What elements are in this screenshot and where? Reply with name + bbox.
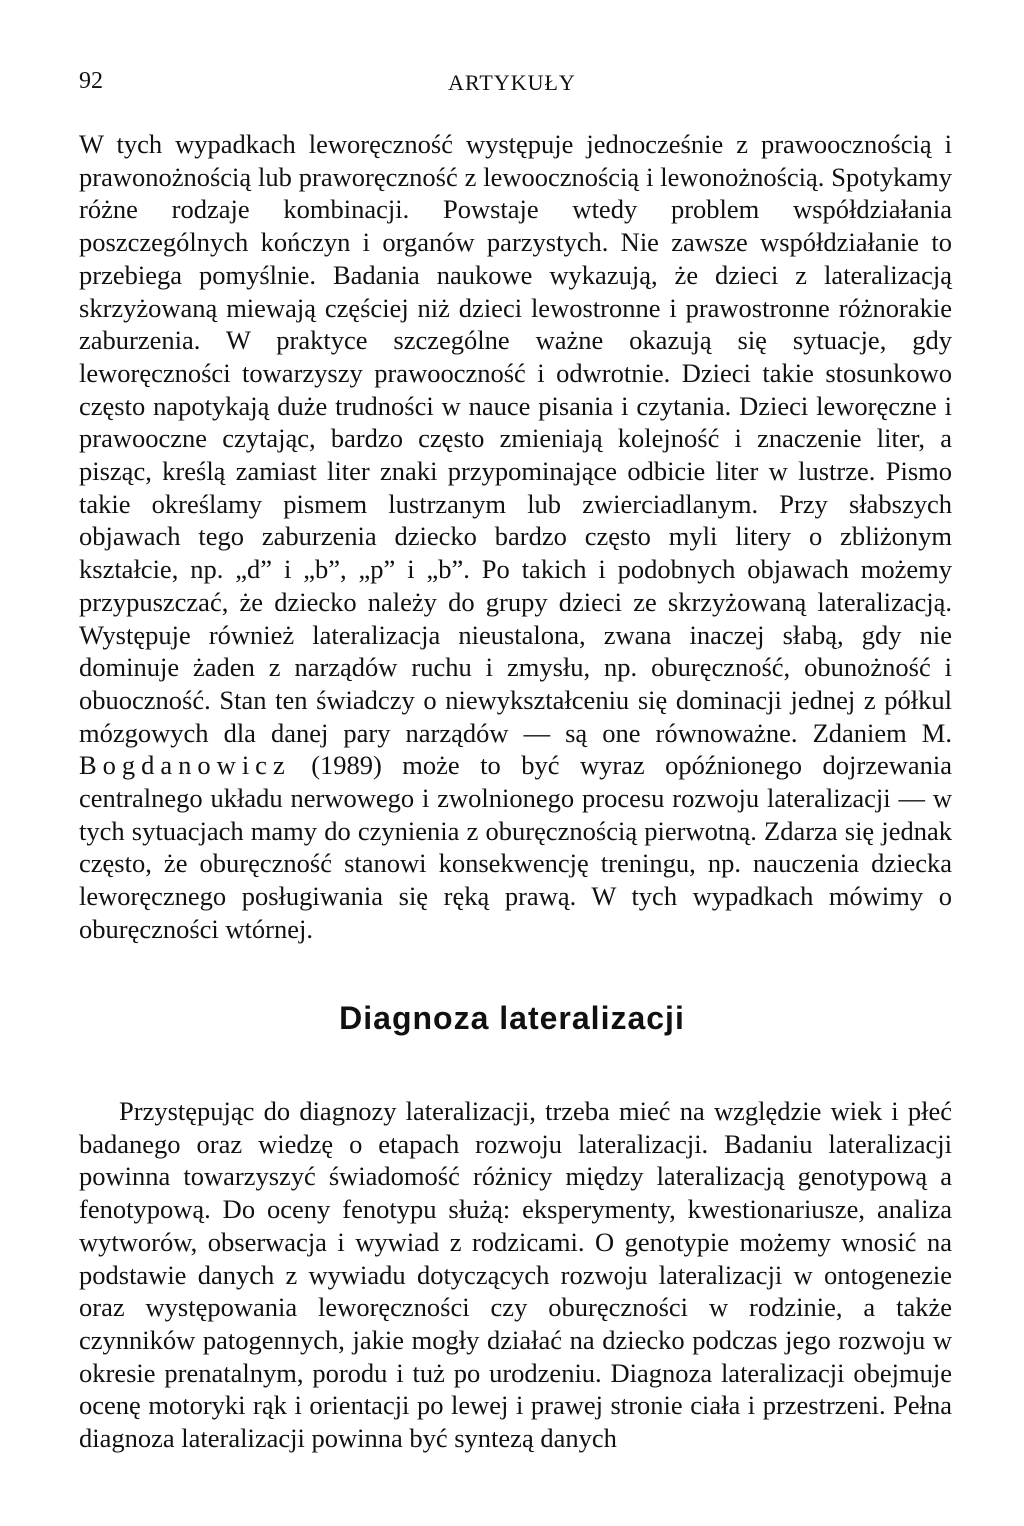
paragraph-1-text-b: (1989) może to być wyraz opóźnionego dojrzewania centralnego układu nerwowego i zwolnionego procesu rozwoju lateralizacji — w tych sytuacjach mamy do czynienia z oburęcznością pierwotną. Zdarza się jednak często, że oburęczność stanowi konsekwencję treningu, np. nauczenia dziecka leworęcznego posługiwania się ręką prawą. W tych wypadkach mówimy o oburęczności wtórnej. — [79, 750, 952, 944]
page-number: 92 — [79, 68, 103, 94]
section-heading: Diagnoza lateralizacji — [339, 1000, 685, 1036]
paragraph-1-text-a: W tych wypadkach leworęczność występuje jednocześnie z prawoocznością i prawonożnością lub praworęczność z lewoocznością i lewonożnością. Spotykamy różne rodzaje kombinacji. Powstaje wtedy problem współdziałania poszczególnych kończyn i organów parzystych. Nie zawsze współdziałanie to przebiega pomyślnie. Badania naukowe wykazują, że dzieci z lateralizacją skrzyżowaną miewają częściej niż dzieci lewostronne i prawostronne różnorakie zaburzenia. W praktyce szczególne ważne okazują się sytuacje, gdy leworęczności towarzyszy prawooczność i odwrotnie. Dzieci takie stosunkowo często napotykają duże trudności w nauce pisania i czytania. Dzieci leworęczne i prawooczne czytając, bardzo często zmieniają kolejność i znaczenie liter, a pisząc, kreślą zamiast liter znaki przypominające odbicie liter w lustrze. Pismo takie określamy pismem lustrzanym lub zwierciadlanym. Przy słabszych objawach tego zaburzenia dziecko bardzo często myli litery o zbliżonym kształcie, np. „d” i „b”, „p” i „b”. Po takich i podobnych objawach możemy przypuszczać, że dziecko należy do grupy dzieci ze skrzyżowaną lateralizacją. Występuje również lateralizacja nieustalona, zwana inaczej słabą, gdy nie dominuje żaden z narządów ruchu i zmysłu, np. oburęczność, obunożność i obuoczność. Stan ten świadczy o niewykształceniu się dominacji jednej z półkul mózgowych dla danej pary narządów — są one równoważne. Zdaniem M. — [79, 129, 952, 748]
body-paragraph-1 — [79, 128, 952, 946]
running-title: ARTYKUŁY — [448, 70, 576, 95]
body-paragraph-2: Przystępując do diagnozy lateralizacji, trzeba mieć na względzie wiek i płeć badanego oraz wiedzę o etapach rozwoju lateralizacji. Badaniu lateralizacji powinna towarzyszyć świadomość różnicy między lateralizacją genotypową a fenotypową. Do oceny fenotypu służą: eksperymenty, kwestionariusze, analiza wytworów, obserwacja i wywiad z rodzicami. O genotypie możemy wnosić na podstawie danych z wywiadu dotyczących rozwoju lateralizacji w ontogenezie oraz występowania leworęczności czy oburęczności w rodzinie, a także czynników patogennych, jakie mogły działać na dziecko podczas jego rozwoju w okresie prenatalnym, porodu i tuż po urodzeniu. Diagnoza lateralizacji obejmuje ocenę motoryki rąk i orientacji po lewej i prawej stronie ciała i przestrzeni. Pełna diagnoza lateralizacji powinna być syntezą danych — [79, 1096, 952, 1454]
author-name-spaced: Bogdanowicz — [79, 750, 291, 781]
